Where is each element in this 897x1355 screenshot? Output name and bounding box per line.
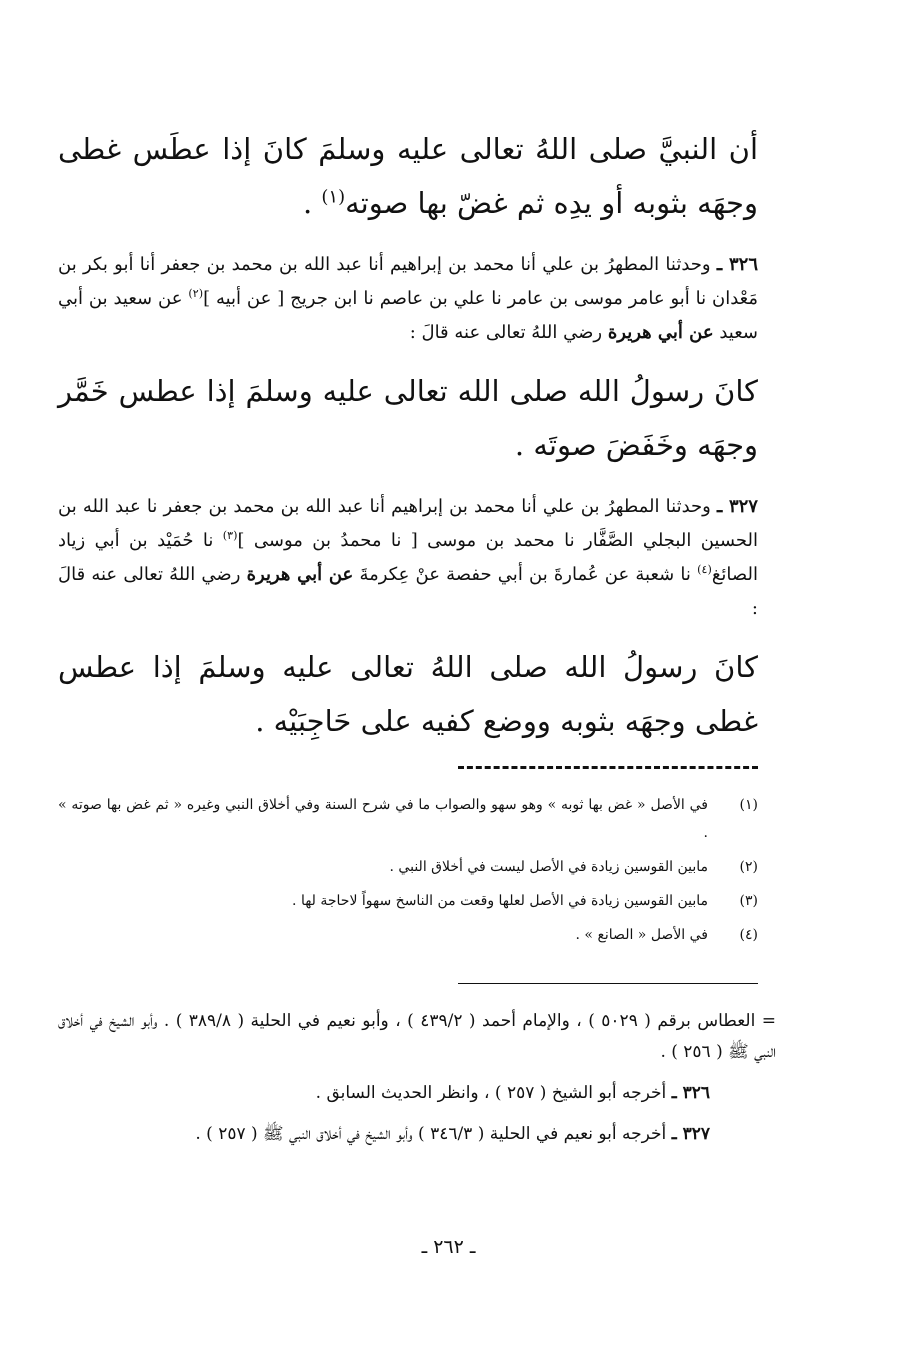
- footnote-number: (٤): [739, 927, 758, 943]
- footnote-ref-2: (٢): [188, 287, 204, 300]
- hadith-matn-previous: [58, 122, 758, 230]
- isnad-text: رضي اللهُ تعالى عنه قالَ :: [409, 322, 608, 343]
- page-number: ـ ٢٦٢ ـ: [421, 1236, 476, 1258]
- footnote-text: مابين القوسين زيادة في الأصل لعلها وقعت من الناسخ سهواً لاحاجة لها .: [292, 893, 708, 909]
- footnotes-separator: [458, 766, 758, 769]
- takhrij-separator: [458, 983, 758, 984]
- isnad-text: وحدثنا المطهرُ بن علي أنا محمد بن إبراهيم أنا عبد الله بن محمد بن جعفر أنا أبو بكر بن مَعْدان نا أبو عامر موسى بن عامر نا علي بن عاصم نا ابن جريج [ عن أبيه ]: [58, 254, 759, 309]
- matn-text: أن النبيَّ صلى اللهُ تعالى عليه وسلمَ كانَ إذا عطَس غطى وجهَه بثوبه أو يدِه ثم غضّ بها صوته: [58, 132, 758, 220]
- footnote-ref-3: (٣): [222, 529, 238, 542]
- isnad-text: نا شعبة عن عُمارةَ بن أبي حفصة عنْ عِكرمةَ: [353, 564, 698, 585]
- isnad-text: نا حُمَيْد بن أبي زياد الصائغ: [58, 530, 758, 585]
- footnote-text: مابين القوسين زيادة في الأصل ليست في أخلاق النبي .: [389, 859, 708, 875]
- isnad-text: رضي اللهُ تعالى عنه قالَ :: [58, 564, 758, 619]
- isnad-text: وحدثنا المطهرُ بن علي أنا محمد بن إبراهيم أنا عبد الله بن محمد بن جعفر نا عبد الله بن الحسين البجلي الصَّفَّار نا محمد بن موسى [ نا محمدُ بن موسى ]: [58, 496, 758, 551]
- footnote: [58, 921, 758, 949]
- hadith-327-matn: كانَ رسولُ الله صلى اللهُ تعالى عليه وسلمَ إذا عطس غطى وجهَه بثوبه ووضع كفيه على حَاجِبَيْه .: [58, 650, 758, 738]
- footnote-text: في الأصل « الصانع » .: [575, 927, 708, 943]
- takhrij-continuation: = العطاس برقم ( ٥٠٢٩ ) ، والإمام أحمد ( ٤٣٩/٢ ) ، وأبو نعيم في الحلية ( ٣٨٩/٨ ) . وأبو الشيخ في أخلاق النبي ﷺ ( ٢٥٦ ) .: [58, 1011, 776, 1062]
- isnad-text: عن سعيد بن أبي سعيد: [58, 288, 758, 343]
- hadith-number: ٣٢٧ ـ: [717, 496, 758, 517]
- hadith-number: ٣٢٦ ـ: [716, 254, 758, 275]
- page-body: [58, 122, 776, 1160]
- takhrij-text: أخرجه أبو نعيم في الحلية ( ٣٤٦/٣ ) وأبو الشيخ في أخلاق النبي ﷺ ( ٢٥٧ ) .: [195, 1124, 672, 1144]
- footnote-number: (٣): [739, 893, 758, 909]
- narrator-name: عن أبي هريرة: [246, 564, 354, 585]
- footnote: [58, 887, 758, 915]
- footnote-text: في الأصل « غض بها ثوبه » وهو سهو والصواب ما في شرح السنة وفي أخلاق النبي وغيره « ثم غض بها صوته » .: [58, 797, 708, 841]
- matn-end: .: [302, 186, 322, 220]
- takhrij-326: [58, 1078, 758, 1109]
- footnote-number: (٢): [739, 859, 758, 875]
- footnote-ref-1: (١): [321, 186, 346, 208]
- hadith-327-isnad: [58, 490, 758, 626]
- footnote-ref-4: (٤): [697, 563, 712, 576]
- hadith-number: ٣٢٧ ـ: [671, 1124, 710, 1144]
- footnote-number: (١): [739, 797, 758, 813]
- hadith-326-matn: كانَ رسولُ الله صلى الله تعالى عليه وسلمَ إذا عطس خَمَّر وجهَه وخَفَضَ صوتَه .: [58, 374, 758, 462]
- takhrij-text: أخرجه أبو الشيخ ( ٢٥٧ ) ، وانظر الحديث السابق .: [315, 1083, 672, 1103]
- hadith-number: ٣٢٦ ـ: [671, 1083, 710, 1103]
- footnote: [58, 853, 758, 881]
- takhrij-327: [58, 1119, 758, 1150]
- takhrij-notes: [58, 1006, 776, 1150]
- narrator-name: عن أبي هريرة: [607, 322, 714, 343]
- footnotes: [58, 791, 758, 949]
- footnote: [58, 791, 758, 847]
- hadith-326-isnad: [58, 248, 758, 350]
